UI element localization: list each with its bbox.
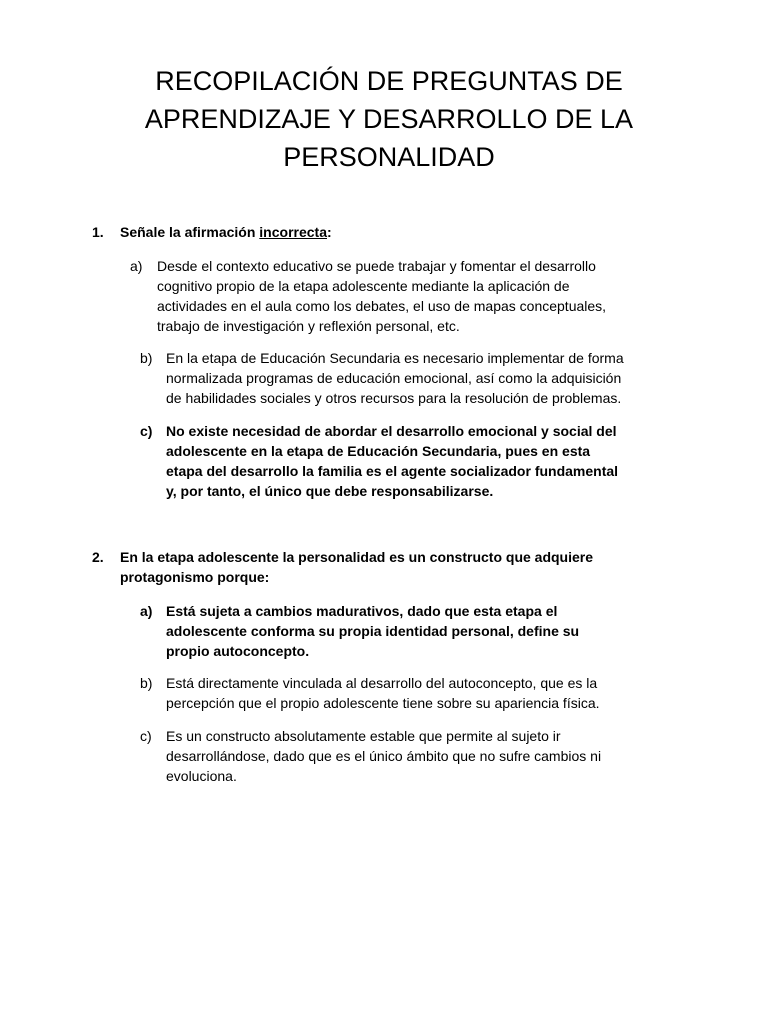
option-line: Está directamente vinculada al desarrollo del autoconcepto, que es la [166,675,598,691]
option-line: y, por tanto, el único que debe responsabilizarse. [166,483,494,499]
option-line: No existe necesidad de abordar el desarrollo emocional y social del [166,423,617,439]
option-line: propio autoconcepto. [166,643,310,659]
option-line: percepción que el propio adolescente tiene sobre su apariencia física. [166,695,600,711]
option-line: Desde el contexto educativo se puede trabajar y fomentar el desarrollo [157,258,596,274]
option-line: adolescente en la etapa de Educación Secundaria, pues en esta [166,443,591,459]
option-marker: b) [140,675,153,691]
question-text-after: : [327,224,332,240]
question-line: En la etapa adolescente la personalidad es un constructo que adquiere [120,549,594,565]
option-text [166,348,624,408]
title-line: RECOPILACIÓN DE PREGUNTAS DE [155,66,623,96]
option-line: trabajo de investigación y reflexión personal, etc. [157,318,460,334]
option-line: etapa del desarrollo la familia es el agente socializador fundamental [166,463,619,479]
option-line: Está sujeta a cambios madurativos, dado que esta etapa el [166,603,558,619]
option-line: Es un constructo absolutamente estable que permite al sujeto ir [166,728,561,744]
question-number: 1. [92,224,104,240]
option-marker: a) [140,603,153,619]
option-text [157,256,606,336]
option-line: cognitivo propio de la etapa adolescente mediante la aplicación de [157,278,570,294]
option-line: actividades en el aula como los debates, el uso de mapas conceptuales, [157,298,607,314]
option-marker: c) [140,728,152,744]
option-marker: a) [130,258,143,274]
title-line: PERSONALIDAD [283,142,495,172]
option-line: adolescente conforma su propia identidad personal, define su [166,623,580,639]
option-line: de habilidades sociales y otros recursos para la resolución de problemas. [166,390,622,406]
title-line: APRENDIZAJE Y DESARROLLO DE LA [144,104,634,134]
option-line: desarrollándose, dado que es el único ámbito que no sufre cambios ni [166,748,602,764]
page-title [60,62,718,176]
option-marker: c) [140,423,153,439]
option-text [166,726,601,786]
option-line: evoluciona. [166,768,237,784]
question-line: protagonismo porque: [120,569,270,585]
option-text [166,601,579,661]
question-text-before: Señale la afirmación [120,224,260,240]
option-line: En la etapa de Educación Secundaria es necesario implementar de forma [166,350,624,366]
question-text [120,222,332,242]
option-text [166,673,600,713]
question-number: 2. [92,549,104,565]
option-text [166,421,618,501]
question-text-emphasis: incorrecta [259,224,327,240]
option-marker: b) [140,350,153,366]
option-line: normalizada programas de educación emocional, así como la adquisición [166,370,622,386]
question-text [120,547,593,587]
